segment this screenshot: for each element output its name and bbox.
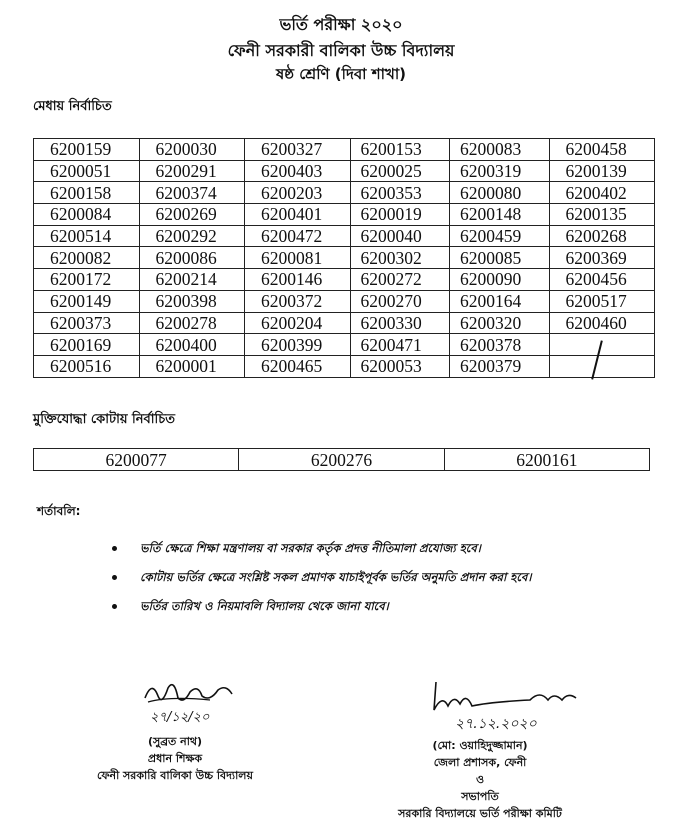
- roll-number-cell: 6200319: [450, 160, 550, 182]
- condition-item: কোটায় ভর্তির ক্ষেত্রে সংশ্লিষ্ট সকল প্রমাণক যাচাইপূর্বক ভর্তির অনুমতি প্রদান করা হবে।: [120, 569, 531, 598]
- table-row: [34, 160, 655, 182]
- condition-item: ভর্তির তারিখ ও নিয়মাবলি বিদ্যালয় থেকে জানা যাবে।: [120, 598, 531, 627]
- roll-number-cell: 6200203: [245, 182, 351, 204]
- table-row: [34, 334, 655, 356]
- conjunction: ও: [475, 773, 485, 786]
- table-row: [34, 290, 655, 312]
- roll-number-cell: 6200051: [34, 160, 140, 182]
- school-name: ফেনী সরকারী বালিকা উচ্চ বিদ্যালয়: [227, 41, 455, 60]
- roll-number-cell: 6200291: [139, 160, 245, 182]
- roll-number-cell: 6200302: [350, 247, 450, 269]
- roll-number-cell: 6200399: [245, 334, 351, 356]
- roll-number-cell: 6200080: [450, 182, 550, 204]
- roll-number-cell: 6200400: [139, 334, 245, 356]
- table-row: [34, 204, 655, 226]
- roll-number-cell: 6200270: [350, 290, 450, 312]
- condition-item: ভর্তি ক্ষেত্রে শিক্ষা মন্ত্রণালয় বা সরকার কর্তৃক প্রদত্ত নীতিমালা প্রযোজ্য হবে।: [120, 540, 531, 569]
- headmaster-block: [60, 733, 290, 784]
- roll-number-cell: 6200517: [549, 290, 655, 312]
- roll-number-cell: 6200081: [245, 247, 351, 269]
- roll-number-cell: 6200402: [549, 182, 655, 204]
- headmaster-name: (সুব্রত নাথ): [147, 735, 203, 748]
- roll-number-cell: 6200465: [245, 355, 351, 377]
- roll-number-cell: 6200369: [549, 247, 655, 269]
- roll-number-cell: 6200030: [139, 139, 245, 161]
- dc-sign-date: ২৭.১২.২০২০: [455, 716, 537, 732]
- roll-number-cell: 6200278: [139, 312, 245, 334]
- dc-block: [370, 737, 590, 822]
- roll-number-cell: 6200084: [34, 204, 140, 226]
- quota-label: মুক্তিযোদ্ধা কোটায় নির্বাচিত: [33, 412, 176, 427]
- headmaster-org: ফেনী সরকারি বালিকা উচ্চ বিদ্যালয়: [97, 769, 253, 782]
- roll-number-cell: 6200019: [350, 204, 450, 226]
- roll-number-cell: 6200379: [450, 355, 550, 377]
- headmaster-sign-date: ২৭/১২/২০: [150, 710, 210, 725]
- class-shift: ষষ্ঠ শ্রেণি (দিবা শাখা): [275, 65, 407, 83]
- roll-number-cell: 6200164: [450, 290, 550, 312]
- roll-number-cell: 6200158: [34, 182, 140, 204]
- roll-number-cell: 6200320: [450, 312, 550, 334]
- roll-number-cell: 6200401: [245, 204, 351, 226]
- roll-number-cell: 6200172: [34, 269, 140, 291]
- dc-role: সভাপতি: [461, 790, 499, 803]
- roll-number-cell: 6200372: [245, 290, 351, 312]
- roll-number-cell: 6200204: [245, 312, 351, 334]
- roll-number-cell: 6200374: [139, 182, 245, 204]
- roll-number-cell: 6200292: [139, 225, 245, 247]
- roll-number-cell: 6200135: [549, 204, 655, 226]
- roll-number-cell: 6200272: [350, 269, 450, 291]
- roll-number-cell: 6200403: [245, 160, 351, 182]
- roll-number-cell: 6200514: [34, 225, 140, 247]
- roll-number-cell: 6200330: [350, 312, 450, 334]
- quota-cell: 6200161: [444, 449, 649, 471]
- table-row: [34, 139, 655, 161]
- roll-number-cell: 6200460: [549, 312, 655, 334]
- roll-number-cell: 6200139: [549, 160, 655, 182]
- roll-number-cell: 6200378: [450, 334, 550, 356]
- roll-number-cell: 6200159: [34, 139, 140, 161]
- conditions-list: [120, 540, 531, 627]
- roll-number-cell: 6200459: [450, 225, 550, 247]
- roll-number-cell: 6200148: [450, 204, 550, 226]
- table-row: [34, 225, 655, 247]
- roll-number-cell: 6200353: [350, 182, 450, 204]
- dc-name: (মো: ওয়াহিদুজ্জামান): [432, 739, 528, 752]
- quota-cell: 6200276: [239, 449, 444, 471]
- roll-number-cell: 6200398: [139, 290, 245, 312]
- quota-list-table: [33, 448, 650, 471]
- table-row: [34, 355, 655, 377]
- merit-list-table: [33, 138, 655, 378]
- roll-number-cell: 6200269: [139, 204, 245, 226]
- roll-number-cell: [549, 355, 655, 377]
- merit-label: মেধায় নির্বাচিত: [33, 99, 112, 114]
- roll-number-cell: 6200001: [139, 355, 245, 377]
- roll-number-cell: 6200025: [350, 160, 450, 182]
- roll-number-cell: 6200471: [350, 334, 450, 356]
- roll-number-cell: 6200040: [350, 225, 450, 247]
- roll-number-cell: 6200516: [34, 355, 140, 377]
- table-row: [34, 247, 655, 269]
- table-row: [34, 269, 655, 291]
- roll-number-cell: 6200169: [34, 334, 140, 356]
- roll-number-cell: 6200373: [34, 312, 140, 334]
- roll-number-cell: 6200149: [34, 290, 140, 312]
- headmaster-title: প্রধান শিক্ষক: [147, 752, 203, 765]
- exam-title: ভর্তি পরীক্ষা ২০২০: [279, 15, 403, 34]
- roll-number-cell: 6200472: [245, 225, 351, 247]
- roll-number-cell: 6200085: [450, 247, 550, 269]
- roll-number-cell: 6200327: [245, 139, 351, 161]
- bullet-icon: [112, 575, 117, 580]
- roll-number-cell: 6200086: [139, 247, 245, 269]
- conditions-label: শর্তাবলি:: [37, 504, 81, 518]
- roll-number-cell: 6200146: [245, 269, 351, 291]
- roll-number-cell: 6200268: [549, 225, 655, 247]
- roll-number-cell: 6200214: [139, 269, 245, 291]
- bullet-icon: [112, 546, 117, 551]
- committee-name: সরকারি বিদ্যালয়ে ভর্তি পরীক্ষা কমিটি: [398, 807, 562, 820]
- roll-number-cell: 6200153: [350, 139, 450, 161]
- dc-title: জেলা প্রশাসক, ফেনী: [433, 756, 527, 769]
- roll-number-cell: 6200458: [549, 139, 655, 161]
- roll-number-cell: 6200090: [450, 269, 550, 291]
- table-row: [34, 312, 655, 334]
- quota-cell: 6200077: [34, 449, 239, 471]
- roll-number-cell: 6200083: [450, 139, 550, 161]
- bullet-icon: [112, 604, 117, 609]
- table-row: [34, 182, 655, 204]
- roll-number-cell: 6200053: [350, 355, 450, 377]
- roll-number-cell: 6200456: [549, 269, 655, 291]
- roll-number-cell: 6200082: [34, 247, 140, 269]
